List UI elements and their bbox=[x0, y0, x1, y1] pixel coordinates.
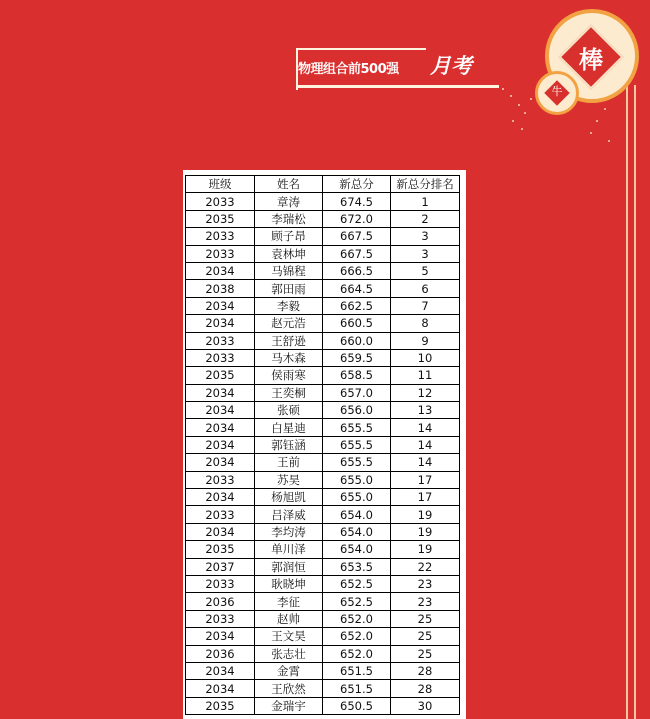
table-header-row bbox=[186, 176, 460, 193]
cell-score: 666.5 bbox=[323, 262, 391, 279]
cell-class: 2034 bbox=[186, 402, 255, 419]
table-row bbox=[186, 210, 460, 227]
table-row bbox=[186, 593, 460, 610]
table-row bbox=[186, 662, 460, 679]
page-title: 物理组合前500强 bbox=[298, 62, 399, 77]
cell-rank: 23 bbox=[391, 575, 460, 592]
cell-name: 王舒逊 bbox=[255, 332, 323, 349]
cell-rank: 14 bbox=[391, 419, 460, 436]
ranking-table bbox=[185, 175, 460, 715]
cell-score: 654.0 bbox=[323, 506, 391, 523]
cell-class: 2035 bbox=[186, 697, 255, 714]
cell-name: 王文昊 bbox=[255, 628, 323, 645]
cell-rank: 5 bbox=[391, 262, 460, 279]
cell-rank: 25 bbox=[391, 628, 460, 645]
table-row bbox=[186, 523, 460, 540]
cell-name: 张志壮 bbox=[255, 645, 323, 662]
cell-class: 2033 bbox=[186, 228, 255, 245]
cell-rank: 3 bbox=[391, 228, 460, 245]
table-row bbox=[186, 610, 460, 627]
cell-name: 耿晓坤 bbox=[255, 575, 323, 592]
cell-rank: 10 bbox=[391, 349, 460, 366]
cell-rank: 19 bbox=[391, 523, 460, 540]
cell-name: 李均涛 bbox=[255, 523, 323, 540]
table-row bbox=[186, 262, 460, 279]
cell-score: 655.5 bbox=[323, 454, 391, 471]
cell-name: 白星迪 bbox=[255, 419, 323, 436]
cell-class: 2035 bbox=[186, 210, 255, 227]
cell-score: 658.5 bbox=[323, 367, 391, 384]
table-row bbox=[186, 193, 460, 210]
cell-rank: 28 bbox=[391, 662, 460, 679]
table-row bbox=[186, 332, 460, 349]
cell-class: 2033 bbox=[186, 332, 255, 349]
table-row bbox=[186, 367, 460, 384]
table-row bbox=[186, 436, 460, 453]
cell-class: 2037 bbox=[186, 558, 255, 575]
cell-score: 652.0 bbox=[323, 628, 391, 645]
cell-rank: 3 bbox=[391, 245, 460, 262]
cell-rank: 6 bbox=[391, 280, 460, 297]
cell-name: 李征 bbox=[255, 593, 323, 610]
cell-rank: 22 bbox=[391, 558, 460, 575]
cell-score: 667.5 bbox=[323, 245, 391, 262]
cell-class: 2034 bbox=[186, 523, 255, 540]
cell-name: 吕泽威 bbox=[255, 506, 323, 523]
table-row bbox=[186, 645, 460, 662]
cell-class: 2034 bbox=[186, 315, 255, 332]
cell-name: 郭润恒 bbox=[255, 558, 323, 575]
cell-score: 655.5 bbox=[323, 419, 391, 436]
cell-score: 651.5 bbox=[323, 662, 391, 679]
cell-class: 2033 bbox=[186, 471, 255, 488]
cell-class: 2034 bbox=[186, 680, 255, 697]
cell-score: 651.5 bbox=[323, 680, 391, 697]
cell-rank: 2 bbox=[391, 210, 460, 227]
table-row bbox=[186, 575, 460, 592]
cell-rank: 17 bbox=[391, 471, 460, 488]
cell-name: 王奕桐 bbox=[255, 384, 323, 401]
cell-score: 656.0 bbox=[323, 402, 391, 419]
table-row bbox=[186, 680, 460, 697]
cell-rank: 19 bbox=[391, 506, 460, 523]
cell-score: 667.5 bbox=[323, 228, 391, 245]
cell-class: 2033 bbox=[186, 575, 255, 592]
cell-rank: 8 bbox=[391, 315, 460, 332]
cell-rank: 25 bbox=[391, 610, 460, 627]
cell-score: 652.5 bbox=[323, 593, 391, 610]
cell-rank: 17 bbox=[391, 489, 460, 506]
table-row bbox=[186, 349, 460, 366]
cell-class: 2033 bbox=[186, 349, 255, 366]
cell-rank: 11 bbox=[391, 367, 460, 384]
table-row bbox=[186, 315, 460, 332]
cell-rank: 23 bbox=[391, 593, 460, 610]
table-row bbox=[186, 697, 460, 714]
cell-score: 652.0 bbox=[323, 610, 391, 627]
cell-score: 650.5 bbox=[323, 697, 391, 714]
cell-rank: 14 bbox=[391, 454, 460, 471]
cell-class: 2036 bbox=[186, 645, 255, 662]
cell-class: 2034 bbox=[186, 628, 255, 645]
badge-char: 棒 bbox=[579, 45, 603, 74]
cell-score: 652.5 bbox=[323, 575, 391, 592]
header-score: 新总分 bbox=[323, 176, 391, 193]
cell-class: 2034 bbox=[186, 436, 255, 453]
cell-name: 郭钰涵 bbox=[255, 436, 323, 453]
header-rank: 新总分排名 bbox=[391, 176, 460, 193]
cell-score: 672.0 bbox=[323, 210, 391, 227]
table-row bbox=[186, 506, 460, 523]
table-row bbox=[186, 280, 460, 297]
cell-rank: 12 bbox=[391, 384, 460, 401]
cell-class: 2033 bbox=[186, 245, 255, 262]
decor-line-right bbox=[634, 85, 636, 719]
table-row bbox=[186, 558, 460, 575]
table-row bbox=[186, 297, 460, 314]
cell-name: 赵帅 bbox=[255, 610, 323, 627]
cell-name: 马锦程 bbox=[255, 262, 323, 279]
table-row bbox=[186, 628, 460, 645]
cell-class: 2034 bbox=[186, 662, 255, 679]
cell-class: 2036 bbox=[186, 593, 255, 610]
cell-rank: 19 bbox=[391, 541, 460, 558]
cell-score: 655.0 bbox=[323, 489, 391, 506]
cell-score: 662.5 bbox=[323, 297, 391, 314]
cell-class: 2034 bbox=[186, 262, 255, 279]
cell-class: 2034 bbox=[186, 489, 255, 506]
cell-score: 654.0 bbox=[323, 541, 391, 558]
cell-name: 章涛 bbox=[255, 193, 323, 210]
table-row bbox=[186, 541, 460, 558]
cell-name: 苏昊 bbox=[255, 471, 323, 488]
cell-score: 652.0 bbox=[323, 645, 391, 662]
cell-score: 657.0 bbox=[323, 384, 391, 401]
cell-score: 660.5 bbox=[323, 315, 391, 332]
cell-rank: 14 bbox=[391, 436, 460, 453]
cell-score: 655.0 bbox=[323, 471, 391, 488]
cell-class: 2033 bbox=[186, 193, 255, 210]
table-row bbox=[186, 419, 460, 436]
cell-class: 2034 bbox=[186, 297, 255, 314]
cell-class: 2035 bbox=[186, 541, 255, 558]
cell-score: 660.0 bbox=[323, 332, 391, 349]
cell-name: 侯雨寒 bbox=[255, 367, 323, 384]
cell-score: 664.5 bbox=[323, 280, 391, 297]
table-row bbox=[186, 471, 460, 488]
table-row bbox=[186, 228, 460, 245]
table-row bbox=[186, 454, 460, 471]
cell-class: 2034 bbox=[186, 384, 255, 401]
cell-name: 袁林坤 bbox=[255, 245, 323, 262]
cell-rank: 30 bbox=[391, 697, 460, 714]
cell-name: 赵元浩 bbox=[255, 315, 323, 332]
cell-name: 李瑞松 bbox=[255, 210, 323, 227]
page-title-accent: 月考 bbox=[430, 53, 472, 78]
header-class: 班级 bbox=[186, 176, 255, 193]
cell-class: 2035 bbox=[186, 367, 255, 384]
cell-score: 654.0 bbox=[323, 523, 391, 540]
cell-class: 2034 bbox=[186, 454, 255, 471]
cell-rank: 1 bbox=[391, 193, 460, 210]
header-name: 姓名 bbox=[255, 176, 323, 193]
table-row bbox=[186, 384, 460, 401]
table-row bbox=[186, 489, 460, 506]
cell-class: 2033 bbox=[186, 506, 255, 523]
cell-rank: 25 bbox=[391, 645, 460, 662]
decor-line-left bbox=[626, 85, 628, 719]
cell-name: 李毅 bbox=[255, 297, 323, 314]
cell-name: 金霄 bbox=[255, 662, 323, 679]
cell-class: 2034 bbox=[186, 419, 255, 436]
cell-class: 2033 bbox=[186, 610, 255, 627]
cell-name: 单川泽 bbox=[255, 541, 323, 558]
table-row bbox=[186, 245, 460, 262]
table-row bbox=[186, 402, 460, 419]
cell-name: 杨旭凯 bbox=[255, 489, 323, 506]
cell-name: 顾子昂 bbox=[255, 228, 323, 245]
score-sheet bbox=[183, 170, 466, 719]
cell-name: 王前 bbox=[255, 454, 323, 471]
cell-rank: 28 bbox=[391, 680, 460, 697]
badge-small-char: 牛 bbox=[551, 85, 563, 98]
cell-name: 张硕 bbox=[255, 402, 323, 419]
cell-score: 659.5 bbox=[323, 349, 391, 366]
cell-score: 655.5 bbox=[323, 436, 391, 453]
cell-class: 2038 bbox=[186, 280, 255, 297]
cell-name: 金瑞宇 bbox=[255, 697, 323, 714]
cell-rank: 13 bbox=[391, 402, 460, 419]
cell-name: 马木森 bbox=[255, 349, 323, 366]
cell-rank: 9 bbox=[391, 332, 460, 349]
cell-score: 674.5 bbox=[323, 193, 391, 210]
cell-name: 王欣然 bbox=[255, 680, 323, 697]
cell-score: 653.5 bbox=[323, 558, 391, 575]
cell-name: 郭田雨 bbox=[255, 280, 323, 297]
cell-rank: 7 bbox=[391, 297, 460, 314]
